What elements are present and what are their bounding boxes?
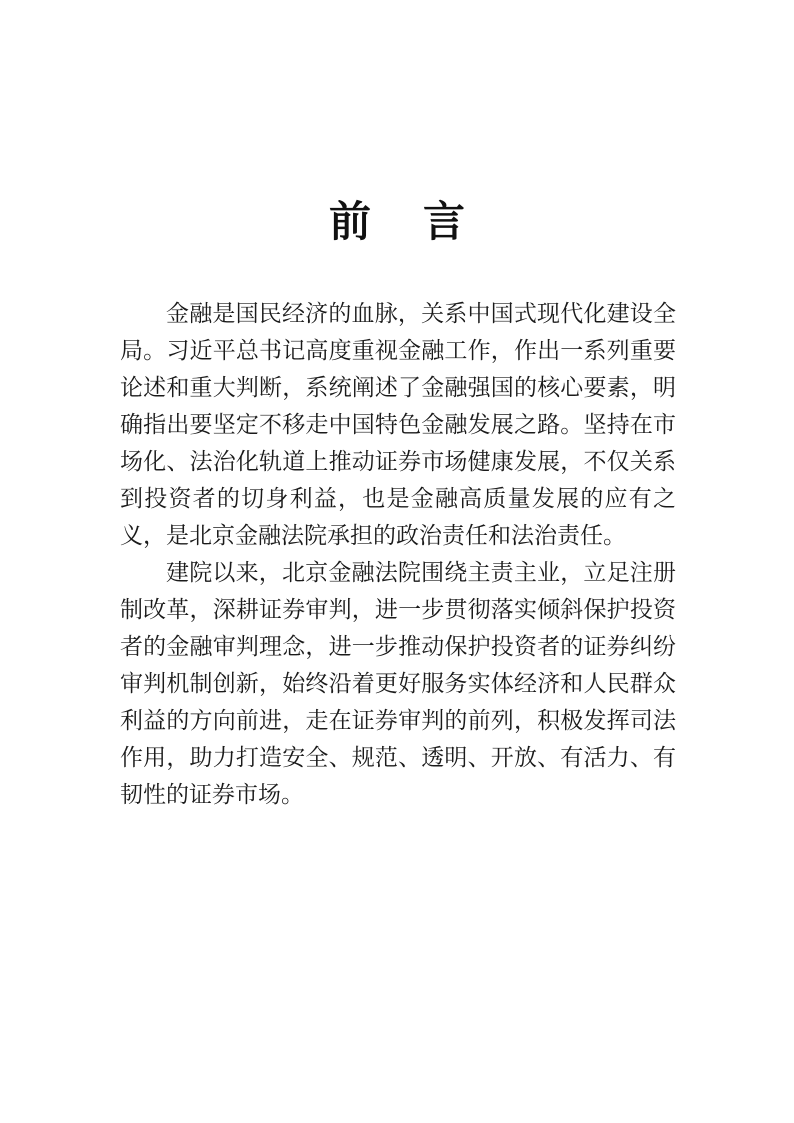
page-title: 前言 (328, 197, 517, 246)
body-text (120, 296, 676, 814)
paragraph-2: 建院以来，北京金融法院围绕主责主业，立足注册制改革，深耕证券审判，进一步贯彻落实倾斜保护投资者的金融审判理念，进一步推动保护投资者的证券纠纷审判机制创新，始终沿着更好服务实体经济和人民群众利益的方向前进，走在证券审判的前列，积极发挥司法作用，助力打造安全、规范、透明、开放、有活力、有韧性的证券市场。 (120, 560, 676, 808)
paragraph-1: 金融是国民经济的血脉，关系中国式现代化建设全局。习近平总书记高度重视金融工作，作出一系列重要论述和重大判断，系统阐述了金融强国的核心要素，明确指出要坚定不移走中国特色金融发展之路。坚持在市场化、法治化轨道上推动证券市场健康发展，不仅关系到投资者的切身利益，也是金融高质量发展的应有之义，是北京金融法院承担的政治责任和法治责任。 (120, 301, 676, 549)
